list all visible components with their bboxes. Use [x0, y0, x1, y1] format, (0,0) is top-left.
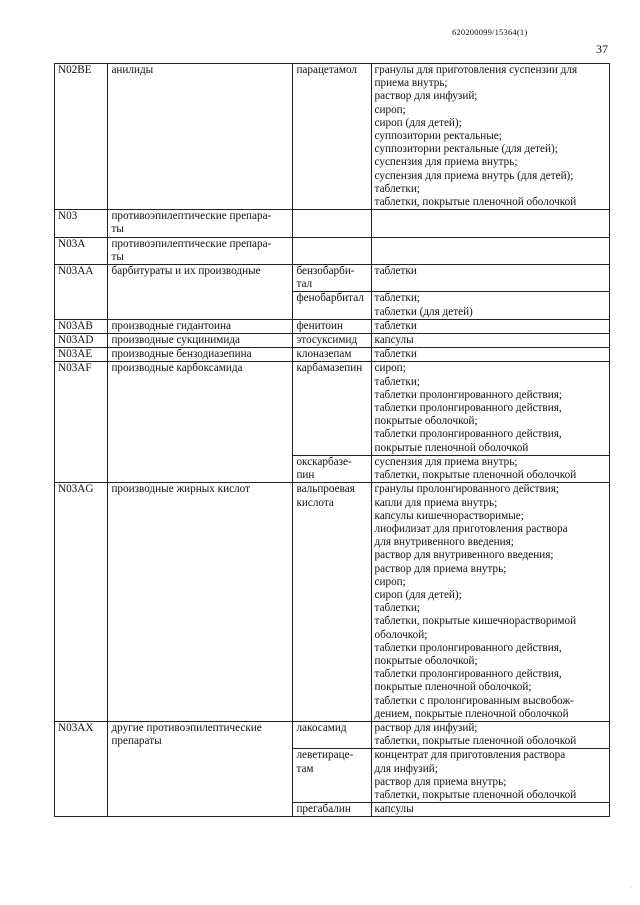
- group-name-cell: [108, 483, 293, 722]
- dosage-form-line: таблетки с пролонгированным высвобож-: [374, 694, 574, 707]
- drug-name-cell: [293, 803, 371, 817]
- dosage-form-cell: [371, 64, 609, 210]
- dosage-form-line: сироп;: [374, 575, 406, 588]
- dosage-form-line: таблетки, покрытые пленочной оболочкой: [374, 735, 577, 748]
- dosage-form-cell: [371, 455, 609, 482]
- drug-name-cell: [293, 64, 371, 210]
- dosage-form-line: суспензия для приема внутрь (для детей);: [374, 169, 574, 182]
- atc-code-cell: N03AE: [55, 348, 108, 362]
- group-name-cell: [108, 210, 293, 237]
- dosage-form-line: [375, 210, 606, 223]
- drug-name-cell: [293, 319, 371, 333]
- group-name-line: барбитураты и их производные: [111, 265, 261, 278]
- dosage-form-line: таблетки пролонгированного действия,: [374, 668, 562, 681]
- drug-name-cell: [293, 483, 371, 722]
- dosage-form-line: таблетки: [374, 265, 417, 278]
- drug-name-line: вальпроевая: [296, 483, 355, 496]
- dosage-form-line: оболочкой;: [374, 628, 428, 641]
- dosage-form-line: сироп (для детей);: [374, 116, 462, 129]
- dosage-form-line: сироп;: [374, 362, 406, 375]
- group-name-cell: [108, 319, 293, 333]
- drug-name-cell: [293, 265, 371, 292]
- dosage-form-line: таблетки пролонгированного действия,: [374, 402, 562, 415]
- drug-name-line: [296, 210, 367, 223]
- dosage-form-cell: [371, 210, 609, 237]
- table-row: [55, 348, 610, 362]
- group-name-cell: [108, 362, 293, 483]
- group-name-line: препараты: [111, 735, 162, 748]
- drug-name-line: фенобарбитал: [296, 292, 364, 305]
- drug-name-line: кислота: [296, 496, 334, 509]
- drug-name-line: окскарбазе-: [296, 455, 352, 468]
- drug-name-cell: [293, 455, 371, 482]
- dosage-form-cell: [371, 348, 609, 362]
- dosage-form-line: [375, 238, 606, 251]
- dosage-form-line: таблетки: [374, 319, 417, 332]
- dosage-form-line: гранулы пролонгированного действия;: [374, 483, 560, 496]
- dosage-form-line: сироп (для детей);: [374, 588, 462, 601]
- table-row: [55, 721, 610, 748]
- dosage-form-line: приема внутрь;: [374, 77, 448, 90]
- drug-name-line: клоназепам: [296, 348, 352, 361]
- atc-code-cell: N03AD: [55, 334, 108, 348]
- dosage-form-line: суппозитории ректальные (для детей);: [374, 143, 558, 156]
- drug-name-cell: [293, 749, 371, 803]
- dosage-form-line: таблетки пролонгированного действия,: [374, 641, 562, 654]
- table-row: [55, 210, 610, 237]
- dosage-form-line: капли для приема внутрь;: [374, 496, 498, 509]
- medication-table: [54, 63, 610, 817]
- table-row: [55, 362, 610, 455]
- drug-name-line: [296, 238, 367, 251]
- group-name-line: другие противоэпилептические: [111, 721, 262, 734]
- dosage-form-line: раствор для инфузий;: [374, 721, 478, 734]
- table-row: [55, 265, 610, 292]
- drug-name-line: парацетамол: [296, 64, 358, 76]
- dosage-form-cell: [371, 237, 609, 264]
- dosage-form-line: для внутривенного введения;: [374, 536, 514, 549]
- dosage-form-line: таблетки, покрытые пленочной оболочкой: [374, 788, 577, 801]
- group-name-cell: [108, 334, 293, 348]
- table-row: [55, 334, 610, 348]
- scan-artifact: ·: [630, 885, 632, 891]
- dosage-form-line: покрытые пленочной оболочкой;: [374, 681, 532, 694]
- drug-name-line: фенитоин: [296, 319, 343, 332]
- dosage-form-line: таблетки;: [374, 292, 420, 305]
- group-name-line: ты: [111, 223, 124, 236]
- group-name-line: производные гидантоина: [111, 319, 231, 332]
- atc-code-cell: N03AG: [55, 483, 108, 722]
- atc-code-cell: N03AF: [55, 362, 108, 483]
- dosage-form-cell: [371, 319, 609, 333]
- atc-code-cell: N02BE: [55, 64, 108, 210]
- table-body: [55, 64, 610, 817]
- drug-name-cell: [293, 237, 371, 264]
- dosage-form-line: лиофилизат для приготовления раствора: [374, 522, 568, 535]
- dosage-form-line: дением, покрытые пленочной оболочкой: [374, 707, 569, 720]
- table-row: [55, 483, 610, 722]
- dosage-form-line: суппозитории ректальные;: [374, 130, 502, 143]
- group-name-line: производные сукцинимида: [111, 334, 240, 347]
- dosage-form-line: таблетки пролонгированного действия,: [374, 428, 562, 441]
- drug-name-line: леветираце-: [296, 749, 354, 762]
- dosage-form-line: суспензия для приема внутрь;: [374, 156, 518, 169]
- group-name-line: анилиды: [111, 64, 154, 76]
- dosage-form-cell: [371, 265, 609, 292]
- dosage-form-line: концентрат для приготовления раствора: [374, 749, 566, 762]
- atc-code-cell: N03AX: [55, 721, 108, 816]
- drug-name-line: тал: [296, 278, 313, 291]
- document-id: 620200099/15364(1): [452, 27, 528, 37]
- dosage-form-cell: [371, 334, 609, 348]
- page-number: 37: [596, 42, 608, 56]
- dosage-form-cell: [371, 721, 609, 748]
- drug-name-line: карбамазепин: [296, 362, 363, 375]
- group-name-cell: [108, 721, 293, 816]
- group-name-line: противоэпилептические препара-: [111, 210, 272, 223]
- dosage-form-line: раствор для приема внутрь;: [374, 562, 507, 575]
- atc-code-cell: N03: [55, 210, 108, 237]
- dosage-form-line: раствор для внутривенного введения;: [374, 549, 554, 562]
- drug-name-line: бензобарби-: [296, 265, 355, 278]
- drug-name-cell: [293, 210, 371, 237]
- table-row: [55, 237, 610, 264]
- drug-name-cell: [293, 362, 371, 455]
- dosage-form-line: таблетки;: [374, 182, 420, 195]
- group-name-line: ты: [111, 250, 124, 263]
- dosage-form-line: суспензия для приема внутрь;: [374, 455, 518, 468]
- dosage-form-line: капсулы кишечнорастворимые;: [374, 509, 524, 522]
- drug-name-cell: [293, 348, 371, 362]
- group-name-line: противоэпилептические препара-: [111, 237, 272, 250]
- dosage-form-line: гранулы для приготовления суспензии для: [374, 64, 578, 76]
- group-name-line: производные жирных кислот: [111, 483, 250, 496]
- drug-name-cell: [293, 721, 371, 748]
- drug-name-cell: [293, 292, 371, 319]
- dosage-form-line: таблетки;: [374, 602, 420, 615]
- drug-name-line: там: [296, 762, 314, 775]
- dosage-form-cell: [371, 803, 609, 817]
- dosage-form-line: покрытые оболочкой;: [374, 415, 478, 428]
- dosage-form-line: таблетки, покрытые кишечнорастворимой: [374, 615, 577, 628]
- drug-name-line: прегабалин: [296, 803, 351, 816]
- dosage-form-line: раствор для приема внутрь;: [374, 775, 507, 788]
- dosage-form-cell: [371, 749, 609, 803]
- group-name-cell: [108, 348, 293, 362]
- drug-name-cell: [293, 334, 371, 348]
- dosage-form-line: таблетки, покрытые пленочной оболочкой: [374, 469, 577, 482]
- drug-name-line: этосуксимид: [296, 334, 358, 347]
- dosage-form-line: капсулы: [374, 334, 414, 347]
- table-row: [55, 64, 610, 210]
- dosage-form-cell: [371, 362, 609, 455]
- dosage-form-line: для инфузий;: [374, 762, 438, 775]
- table-row: [55, 319, 610, 333]
- atc-code-cell: N03A: [55, 237, 108, 264]
- dosage-form-line: сироп;: [374, 103, 406, 116]
- dosage-form-cell: [371, 483, 609, 722]
- group-name-line: производные бензодиазепина: [111, 348, 252, 361]
- dosage-form-line: раствор для инфузий;: [374, 90, 478, 103]
- dosage-form-line: капсулы: [374, 803, 414, 816]
- atc-code-cell: N03AA: [55, 265, 108, 320]
- group-name-line: производные карбоксамида: [111, 362, 243, 375]
- dosage-form-line: покрытые пленочной оболочкой: [374, 441, 529, 454]
- dosage-form-cell: [371, 292, 609, 319]
- drug-name-line: лакосамид: [296, 721, 347, 734]
- group-name-cell: [108, 265, 293, 320]
- dosage-form-line: таблетки, покрытые пленочной оболочкой: [374, 196, 577, 209]
- dosage-form-line: таблетки;: [374, 375, 420, 388]
- group-name-cell: [108, 237, 293, 264]
- group-name-cell: [108, 64, 293, 210]
- drug-name-line: пин: [296, 469, 315, 482]
- atc-code-cell: N03AB: [55, 319, 108, 333]
- dosage-form-line: таблетки: [374, 348, 417, 361]
- dosage-form-line: таблетки (для детей): [374, 305, 473, 318]
- dosage-form-line: таблетки пролонгированного действия;: [374, 388, 562, 401]
- dosage-form-line: покрытые оболочкой;: [374, 654, 478, 667]
